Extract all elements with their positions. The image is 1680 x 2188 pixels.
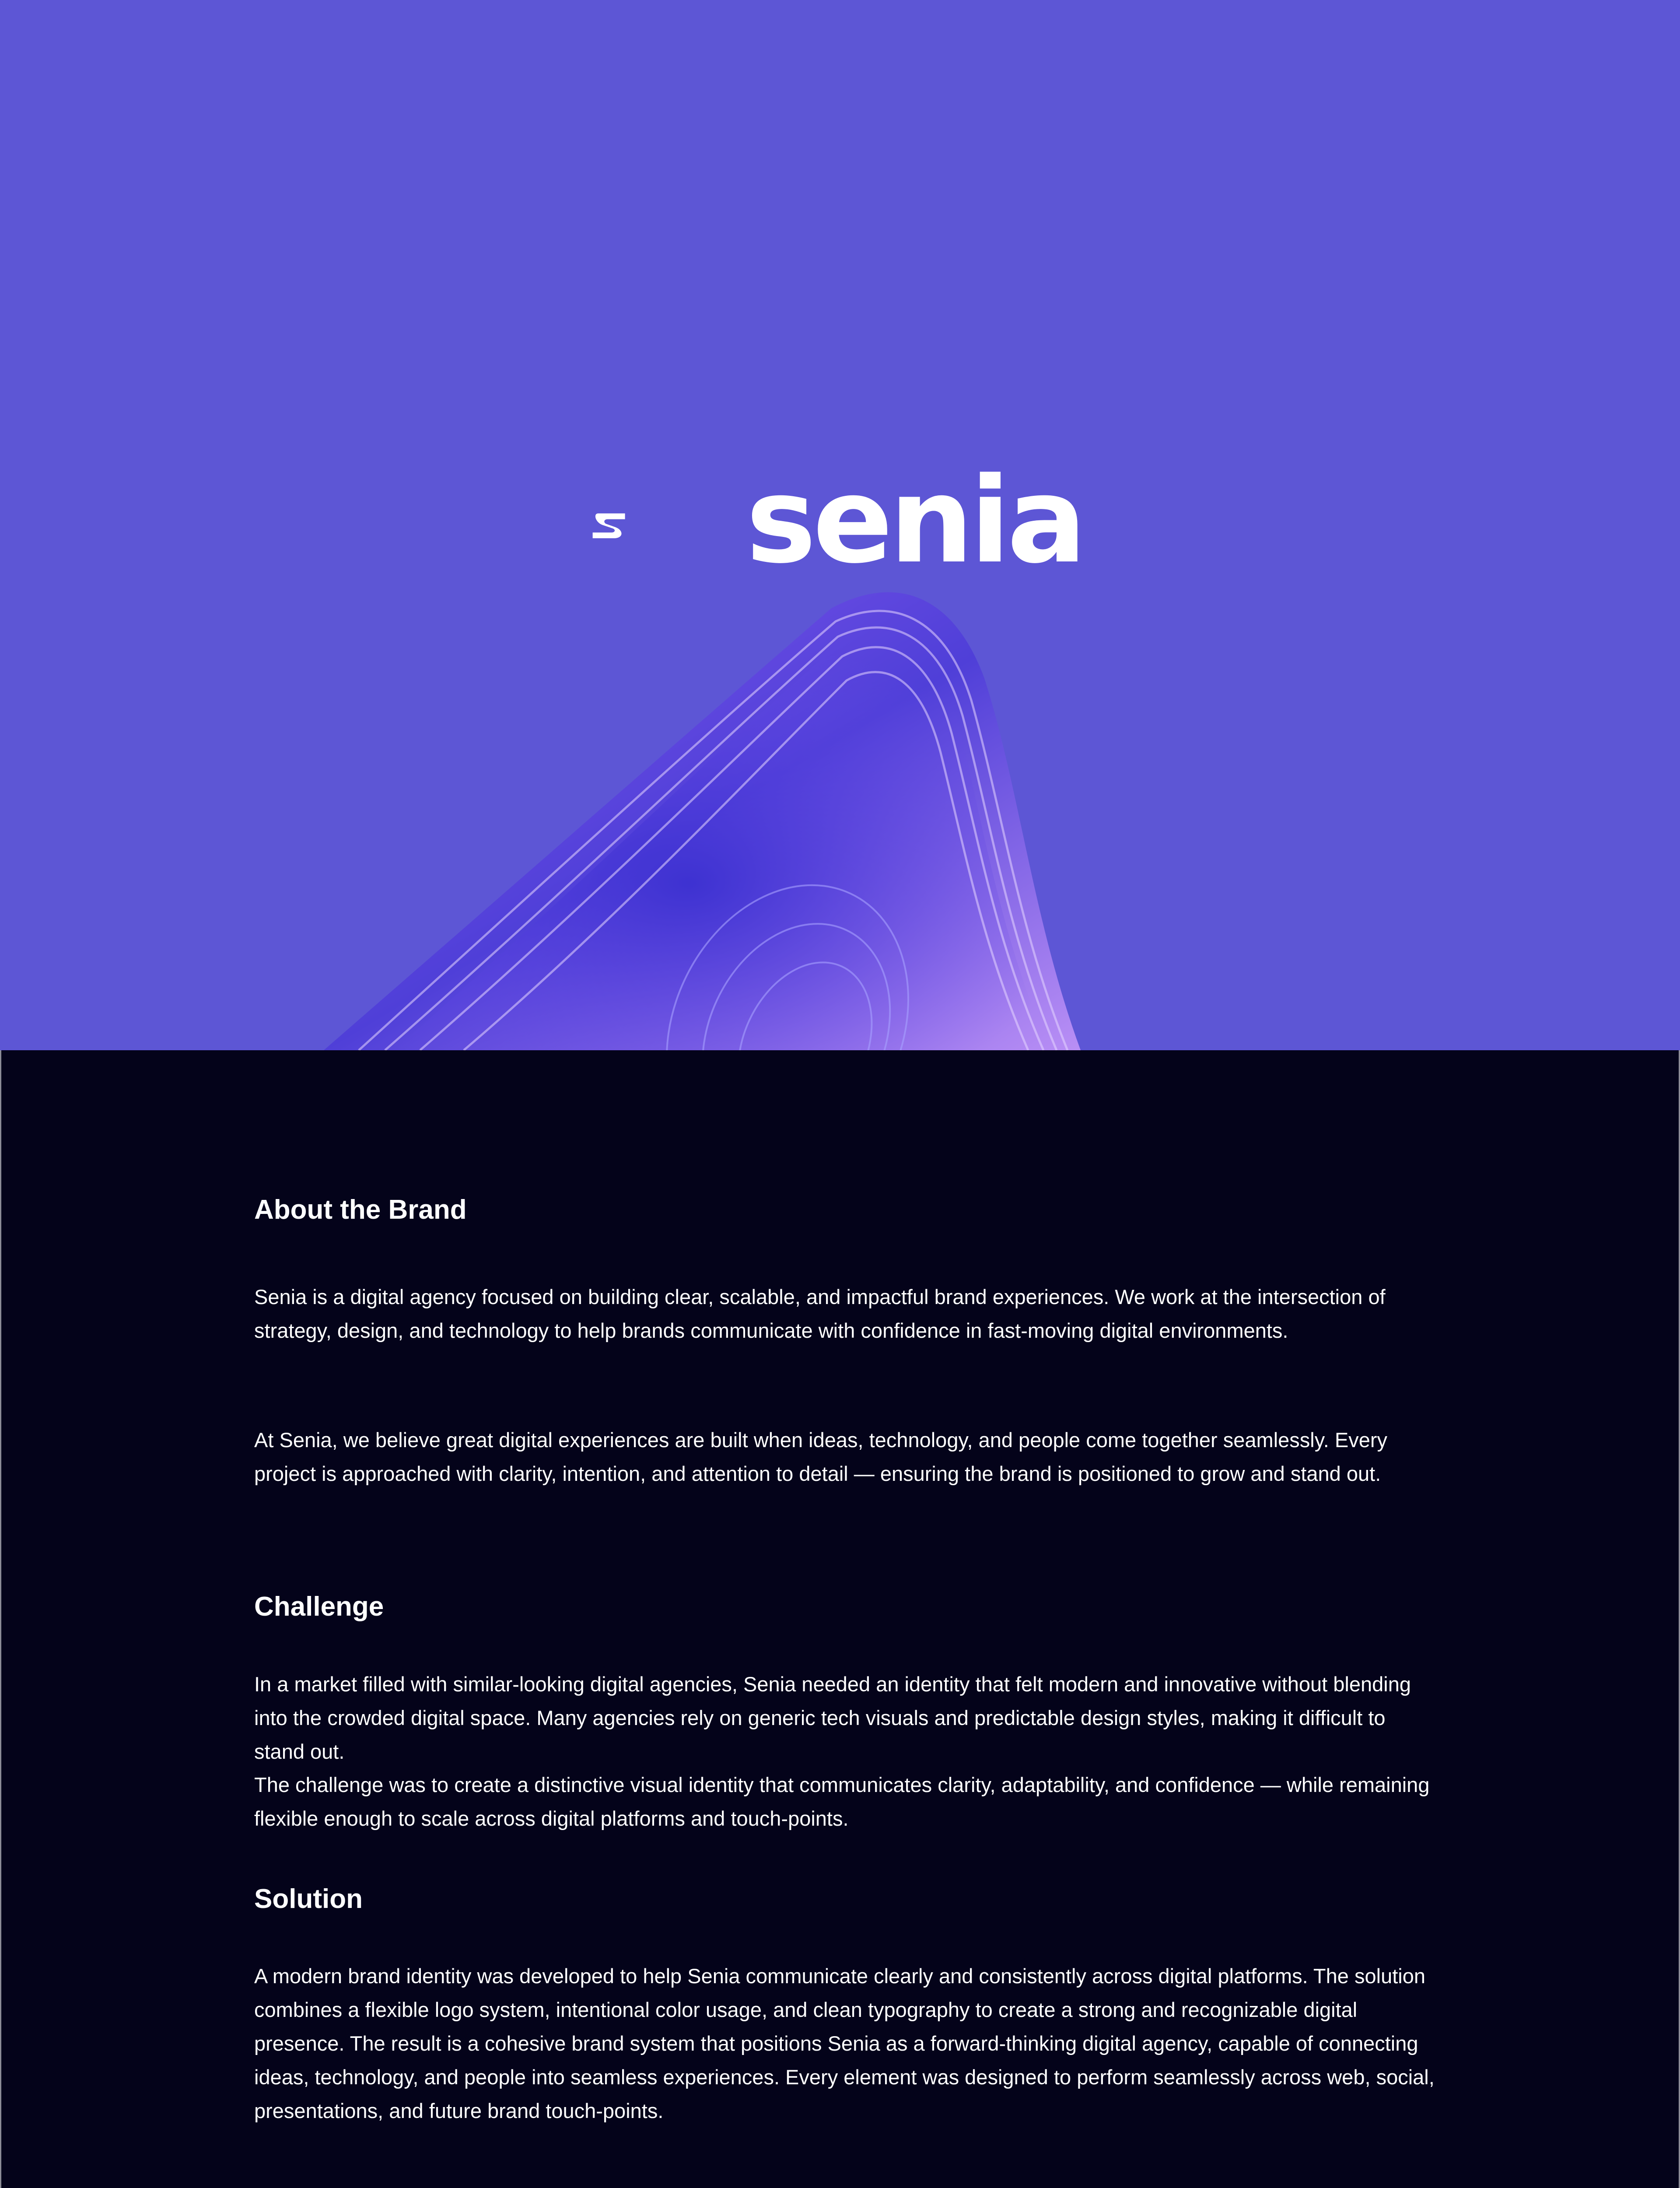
abstract-wave-graphic [0, 591, 1680, 1050]
senia-wordmark: senia [746, 452, 1083, 589]
challenge-title: Challenge [254, 1592, 384, 1622]
challenge-paragraph-2: The challenge was to create a distinctive visual identity that communicates clarity, adaptability, and confidence — while remaining flexible enough to scale across digital platforms and touch-points. [254, 1773, 1430, 1830]
challenge-paragraph-1: In a market filled with similar-looking digital agencies, Senia needed an identity that felt modern and innovative without blending into the crowded digital space. Many agencies rely on generic tech visuals and predictable design styles, making it difficult to stand out. [254, 1673, 1411, 1763]
solution-paragraph: A modern brand identity was developed to help Senia communicate clearly and consistently across digital platforms. The solution combines a flexible logo system, intentional color usage, and clean typography to create a strong and recognizable digital presence. The result is a cohesive brand system that positions Senia as a forward-thinking digital agency, capable of connecting ideas, technology, and people into seamless experiences. Every element was designed to perform seamlessly across web, social, presentations, and future brand touch-points. [254, 1964, 1435, 2122]
about-title: About the Brand [254, 1195, 467, 1225]
senia-s-logo-icon [592, 475, 723, 576]
about-paragraph-1: Senia is a digital agency focused on building clear, scalable, and impactful brand experiences. We work at the intersection of strategy, design, and technology to help brands communicate with confidence in fast-moving digital environments. [254, 1285, 1386, 1342]
solution-title: Solution [254, 1884, 363, 1914]
about-paragraph-2: At Senia, we believe great digital experiences are built when ideas, technology, and people come together seamlessly. Every project is approached with clarity, intention, and attention to detail — ensuring the brand is positioned to grow and stand out. [254, 1428, 1387, 1485]
brand-story-section [0, 1050, 1680, 2188]
hero-banner [0, 0, 1680, 1050]
